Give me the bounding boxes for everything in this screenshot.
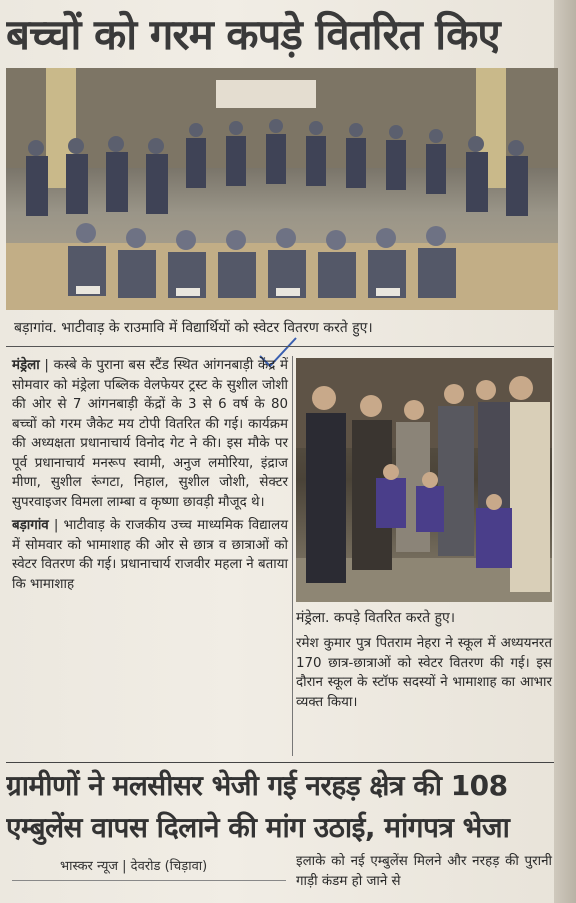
story2-continued: रमेश कुमार पुत्र पितराम नेहरा ने स्कूल में अध्ययनरत 170 छात्र-छात्राओं को स्वेटर वितरण की गई। इस दौरान स्कूल के स्टॉफ सदस्यों ने भामाशाह का आभार व्यक्त किया। — [296, 636, 552, 710]
story2-body: भाटीवाड़ के राजकीय उच्च माध्यमिक विद्यालय में सोमवार को भामाशाह की ओर से छात्र व छात्राओं को स्वेटर वितरण की गई। प्रधानाचार्य राजवीर महला ने बताया कि भामाशाह — [12, 518, 288, 592]
story2-dateline: बड़ागांव — [12, 518, 49, 533]
story1-body: कस्बे के पुराना बस स्टैंड स्थित आंगनबाड़ी केंद्र में सोमवार को मंड्रेला पब्लिक वेलफेयर ट्रस्ट के सुशील जोशी की ओर से 7 आंगनबाड़ी केंद्रों के 3 से 6 वर्ष के 80 बच्चों को गरम जैकेट मय टोपी वितरित की गई। कार्यक्रम की अध्यक्षता प्रधानाचार्य विनोद गेट ने की। इस मौके पर पूर्व प्रधानाचार्य मनरूप स्वामी, अनुज लमोरिया, इंद्राज मीणा, सुशील रूंगटा, निहाल, सुशील जोशी, सेक्टर सुपरवाइजर विमला लाम्बा व कृष्णा छावड़ी मौजूद थे। — [12, 358, 288, 510]
children-distribution-photo — [296, 358, 552, 602]
story3-start: इलाके को नई एम्बुलेंस मिलने और नरहड़ की पुरानी गाड़ी कंडम हो जाने से — [296, 854, 552, 889]
divider — [6, 346, 554, 347]
section-divider — [6, 762, 554, 763]
column-divider — [292, 356, 293, 756]
byline: भास्कर न्यूज | देवरोड (चिड़ावा) — [60, 859, 208, 874]
main-headline: बच्चों को गरम कपड़े वितरित किए — [6, 10, 500, 59]
students-group-photo — [6, 68, 558, 310]
story1-dateline: मंड्रेला — [12, 358, 40, 373]
photo2-caption: मंड्रेला. कपड़े वितरित करते हुए। — [296, 610, 456, 626]
headline2-line1: ग्रामीणों ने मलसीसर भेजी गई नरहड़ क्षेत्र की 108 — [6, 769, 508, 802]
byline-rule — [12, 880, 286, 881]
story1-column: मंड्रेला | कस्बे के पुराना बस स्टैंड स्थित आंगनबाड़ी केंद्र में सोमवार को मंड्रेला पब्लिक वेलफेयर ट्रस्ट के सुशील जोशी की ओर से 7 आंगनबाड़ी केंद्रों के 3 से 6 वर्ष के 80 बच्चों को गरम जैकेट मय टोपी वितरित की गई। कार्यक्रम की अध्यक्षता प्रधानाचार्य विनोद गेट ने की। इस मौके पर पूर्व प्रधानाचार्य मनरूप स्वामी, अनुज लमोरिया, इंद्राज मीणा, सुशील रूंगटा, निहाल, सुशील जोशी, सेक्टर सुपरवाइजर विमला लाम्बा व कृष्णा छावड़ी मौजूद थे। बड़ागांव | भाटीवाड़ के राजकीय उच्च माध्यमिक विद्यालय में सोमवार को भामाशाह की ओर से छात्र व छात्राओं को स्वेटर वितरण की गई। प्रधानाचार्य राजवीर महला ने बताया कि भामाशाह — [12, 358, 288, 592]
photo1-caption: बड़ागांव. भाटीवाड़ के राउमावि में विद्यार्थियों को स्वेटर वितरण करते हुए। — [14, 320, 373, 336]
headline2-line2: एम्बुलेंस वापस दिलाने की मांग उठाई, मांगपत्र भेजा — [6, 811, 510, 844]
